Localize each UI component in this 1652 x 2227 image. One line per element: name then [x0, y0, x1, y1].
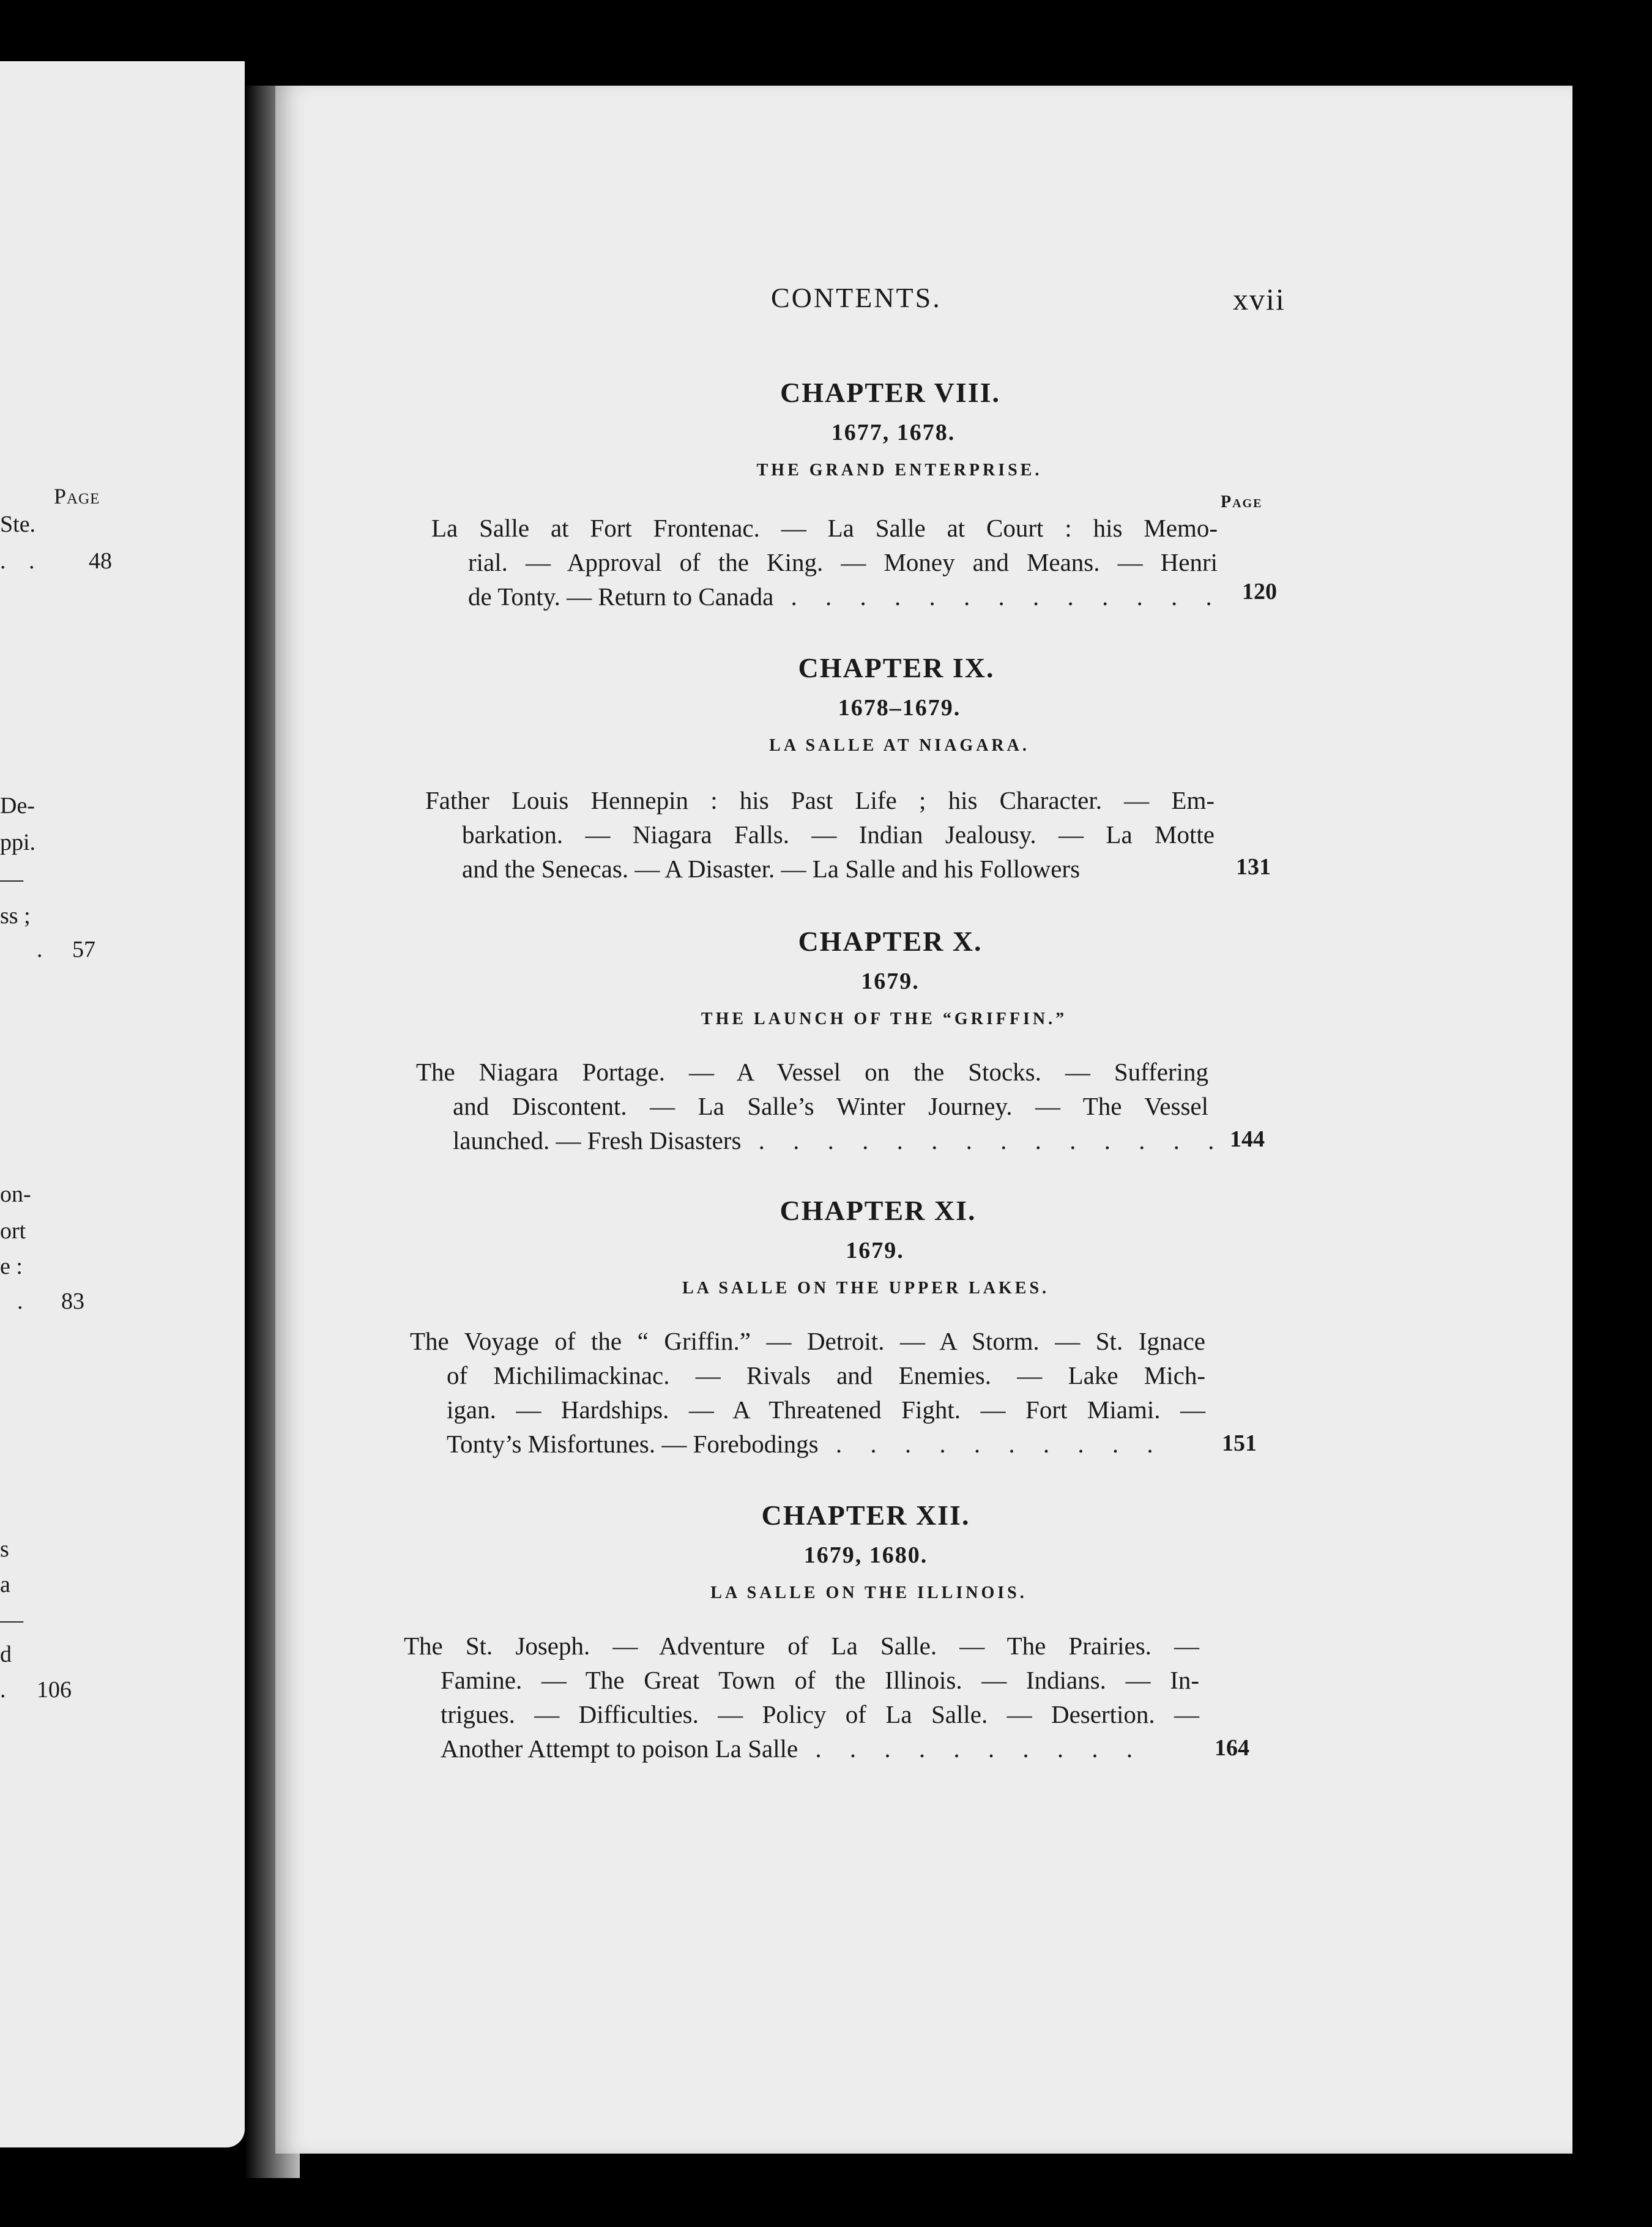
left-fragment: on- [0, 1181, 31, 1207]
contents-page [275, 86, 1572, 2154]
summary-line: and the Senecas. — A Disaster. — La Salle and his Followers [462, 855, 1081, 883]
left-fragment: . . [0, 548, 43, 574]
left-fragment: De- [0, 793, 35, 819]
summary-line: igan. — Hardships. — A Threatened Fight. — Fort Miami. — [447, 1396, 1205, 1424]
chapter-dates: 1679, 1680. [803, 1542, 928, 1568]
chapter-summary [431, 511, 1223, 614]
dot-leader: . . . . . . . . . . . . . . [741, 1126, 1226, 1154]
summary-line [410, 1427, 1205, 1461]
summary-line [404, 1731, 1199, 1766]
chapter-summary [410, 1324, 1205, 1461]
chapter-subject: LA SALLE ON THE UPPER LAKES. [682, 1279, 1050, 1298]
dot-leader: . . . . . . . . . . [818, 1430, 1164, 1458]
summary-line: The Niagara Portage. — A Vessel on the Stocks. — Suffering [416, 1058, 1208, 1086]
chapter-subject: LA SALLE AT NIAGARA. [769, 736, 1030, 755]
left-fragment: e : [0, 1254, 23, 1279]
chapter-subject: THE GRAND ENTERPRISE. [756, 461, 1043, 480]
left-fragment: ss ; [0, 903, 31, 929]
left-fragment: . [17, 1288, 23, 1314]
chapter-dates: 1679. [846, 1238, 904, 1263]
summary-line: The Voyage of the “ Griffin.” — Detroit. — A Storm. — St. Ignace [410, 1327, 1205, 1355]
left-fragment: s [0, 1536, 9, 1562]
summary-line-text: Tonty’s Misfortunes. — Forebodings [447, 1430, 819, 1458]
summary-line-text: Another Attempt to poison La Salle [441, 1734, 798, 1763]
running-head [275, 281, 1572, 318]
chapter-title: CHAPTER X. [798, 926, 983, 957]
left-fragment: . [37, 937, 43, 962]
summary-line [431, 579, 1223, 614]
left-fragment: d [0, 1641, 12, 1667]
page-column-label: Page [1221, 493, 1263, 511]
summary-line: The St. Joseph. — Adventure of La Salle. — The Prairies. — [404, 1632, 1199, 1660]
left-fragment: — [0, 1607, 23, 1633]
summary-line: rial. — Approval of the King. — Money and Means. — Henri [468, 548, 1218, 576]
chapter-page-number: 151 [1222, 1430, 1257, 1456]
summary-line: Famine. — The Great Town of the Illinois. — Indians. — In- [441, 1666, 1199, 1694]
chapter-summary [404, 1629, 1199, 1766]
chapter-page-number: 131 [1236, 854, 1271, 880]
chapter-title: CHAPTER XII. [761, 1500, 970, 1531]
left-fragment: . [0, 1677, 6, 1703]
dot-leader: . . . . . . . . . . [798, 1734, 1144, 1763]
chapter-dates: 1678–1679. [838, 695, 961, 721]
chapter-title: CHAPTER XI. [779, 1195, 977, 1226]
chapter-page-number: 164 [1215, 1735, 1249, 1761]
summary-line: La Salle at Fort Frontenac. — La Salle at Court : his Memo- [431, 514, 1218, 542]
previous-page-fragment [0, 61, 245, 2147]
chapter-page-number: 120 [1242, 579, 1277, 604]
page-folio: xvii [1233, 282, 1286, 316]
chapter-subject: THE LAUNCH OF THE “GRIFFIN.” [701, 1009, 1068, 1028]
chapter-title: CHAPTER VIII. [780, 377, 1000, 408]
running-head-title: CONTENTS. [771, 282, 942, 313]
summary-line: barkation. — Niagara Falls. — Indian Jealousy. — La Motte [462, 820, 1215, 849]
chapter-title: CHAPTER IX. [798, 652, 995, 683]
chapter-page-number: 144 [1230, 1126, 1265, 1152]
left-page-number: 57 [72, 937, 95, 962]
left-fragment: ort [0, 1218, 26, 1244]
left-page-label: Page [54, 484, 100, 508]
left-page-number: 83 [61, 1288, 84, 1314]
chapter-summary [425, 783, 1215, 886]
left-fragment: a [0, 1572, 10, 1597]
summary-line-text: de Tonty. — Return to Canada [468, 582, 774, 611]
summary-line [416, 1123, 1226, 1158]
left-fragment: — [0, 866, 23, 892]
left-fragment: ppi. [0, 830, 36, 855]
left-page-number: 48 [89, 548, 112, 574]
summary-line: of Michilimackinac. — Rivals and Enemies. — Lake Mich- [447, 1361, 1205, 1389]
chapter-summary [416, 1055, 1226, 1158]
left-page-number: 106 [37, 1677, 72, 1703]
chapter-dates: 1679. [861, 969, 920, 994]
chapter-subject: LA SALLE ON THE ILLINOIS. [710, 1583, 1027, 1602]
dot-leader: . . . . . . . . . . . . . [773, 582, 1223, 611]
chapter-dates: 1677, 1678. [831, 420, 956, 445]
summary-line: trigues. — Difficulties. — Policy of La Salle. — Desertion. — [441, 1700, 1199, 1728]
summary-line: and Discontent. — La Salle’s Winter Journey. — The Vessel [453, 1092, 1208, 1120]
summary-line-text: launched. — Fresh Disasters [453, 1126, 742, 1154]
left-fragment: Ste. [0, 511, 36, 537]
summary-line: Father Louis Hennepin : his Past Life ; his Character. — Em- [425, 786, 1215, 814]
